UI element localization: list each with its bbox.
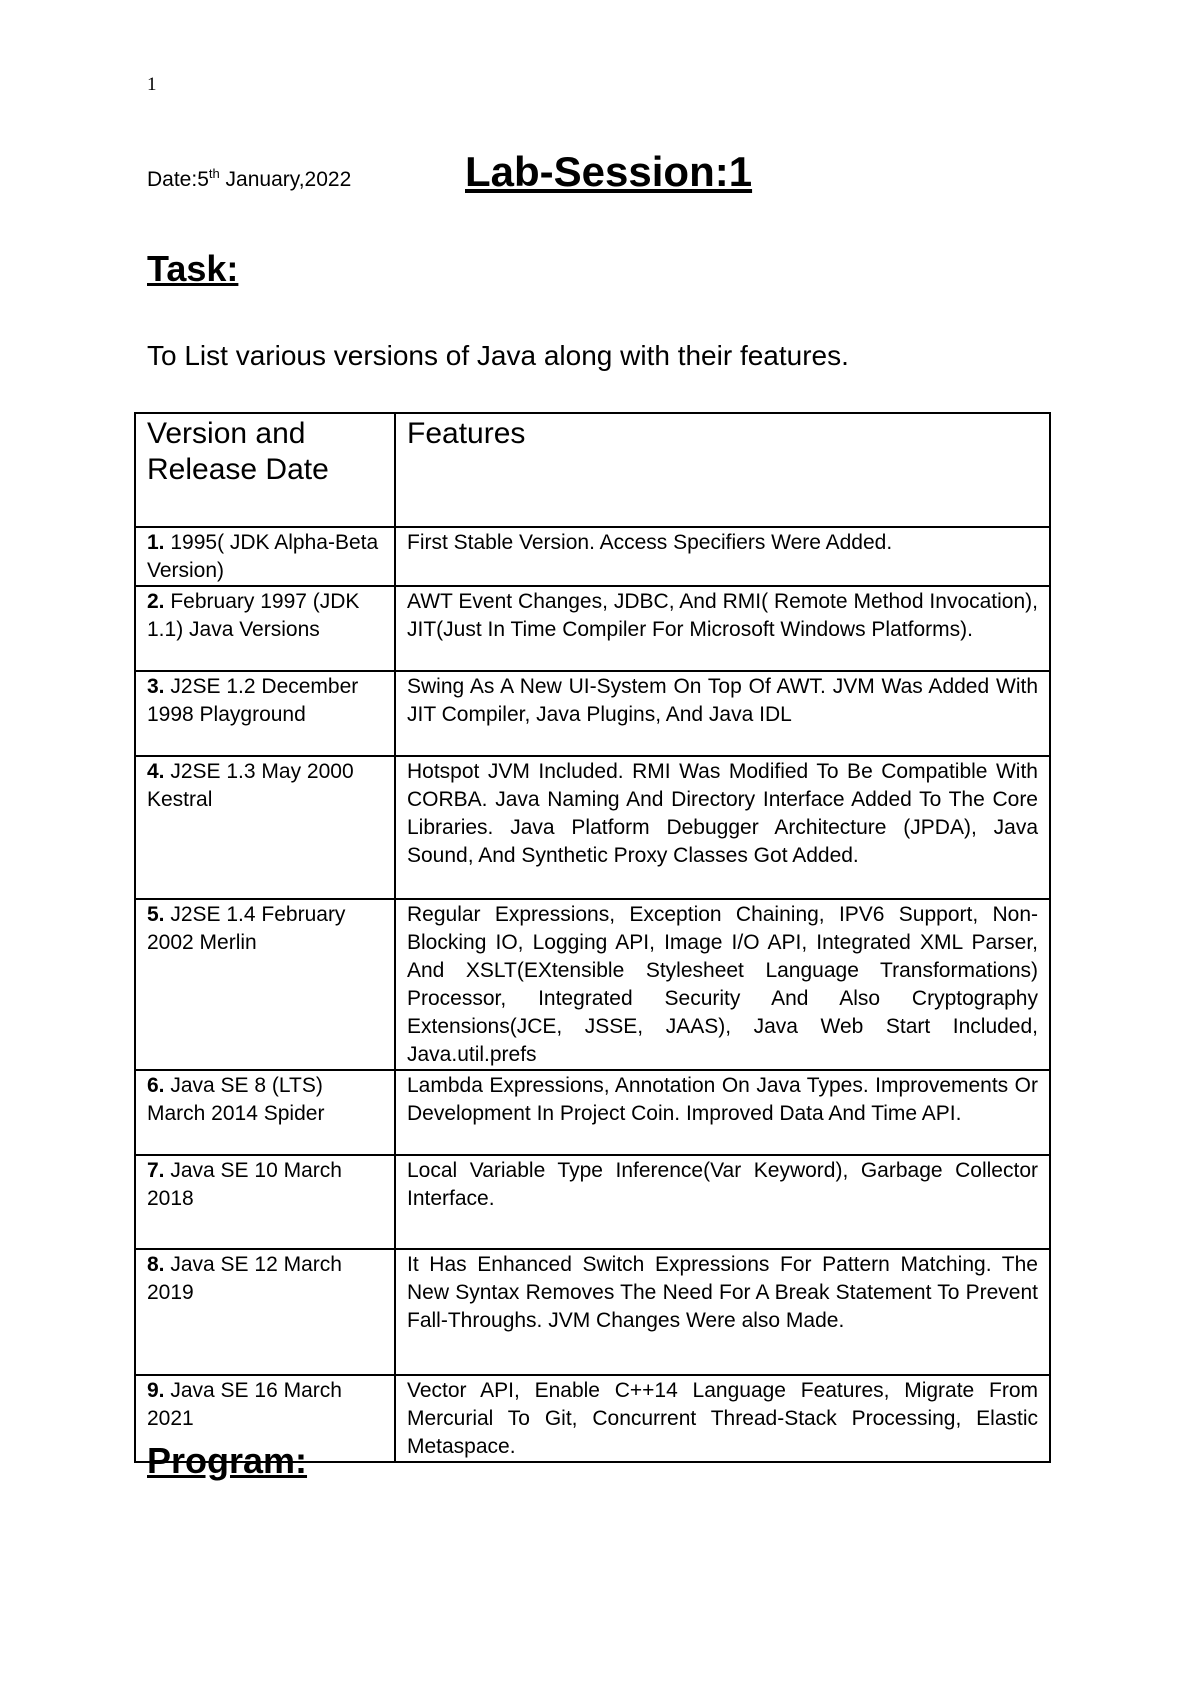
table-row [135,1070,1050,1155]
row-number: 7. [147,1159,165,1182]
version-cell [135,756,395,899]
version-text: Java SE 8 (LTS) March 2014 Spider [147,1074,325,1125]
version-text: February 1997 (JDK 1.1) Java Versions [147,590,360,641]
table-row [135,899,1050,1070]
program-heading: Program: [147,1440,308,1481]
table-row [135,527,1050,586]
version-text: J2SE 1.2 December 1998 Playground [147,675,359,726]
table-header-row [135,413,1050,527]
table-row [135,1155,1050,1249]
version-cell [135,1070,395,1155]
version-text: Java SE 10 March 2018 [147,1159,342,1210]
date-suffix: January,2022 [219,168,352,191]
version-text: Java SE 16 March 2021 [147,1379,342,1430]
java-versions-table [134,412,1051,1463]
header-features: Features [395,413,1050,527]
version-cell [135,1155,395,1249]
version-text: J2SE 1.3 May 2000 Kestral [147,760,354,811]
features-cell: First Stable Version. Access Specifiers Were Added. [395,527,1050,586]
row-number: 5. [147,903,165,926]
version-cell [135,586,395,671]
version-text: 1995( JDK Alpha-Beta Version) [147,531,379,582]
features-cell: Lambda Expressions, Annotation On Java Types. Improvements Or Development In Project Coin. Improved Data And Time API. [395,1070,1050,1155]
row-number: 1. [147,531,165,554]
row-number: 3. [147,675,165,698]
version-cell [135,527,395,586]
features-cell: AWT Event Changes, JDBC, And RMI( Remote Method Invocation), JIT(Just In Time Compiler For Microsoft Windows Platforms). [395,586,1050,671]
version-cell [135,671,395,756]
version-cell [135,899,395,1070]
page-number: 1 [147,74,157,95]
version-text: J2SE 1.4 February 2002 Merlin [147,903,346,954]
table-row [135,671,1050,756]
date-line [147,166,351,192]
row-number: 2. [147,590,165,613]
row-number: 4. [147,760,165,783]
row-number: 9. [147,1379,165,1402]
features-cell: It Has Enhanced Switch Expressions For Pattern Matching. The New Syntax Removes The Need For A Break Statement To Prevent Fall-Throughs. JVM Changes Were also Made. [395,1249,1050,1375]
features-cell: Swing As A New UI-System On Top Of AWT. JVM Was Added With JIT Compiler, Java Plugins, And Java IDL [395,671,1050,756]
features-cell: Hotspot JVM Included. RMI Was Modified To Be Compatible With CORBA. Java Naming And Directory Interface Added To The Core Libraries. Java Platform Debugger Architecture (JPDA), Java Sound, And Synthetic Proxy Classes Got Added. [395,756,1050,899]
features-cell: Regular Expressions, Exception Chaining, IPV6 Support, Non-Blocking IO, Logging API, Image I/O API, Integrated XML Parser, And XSLT(EXtensible Stylesheet Language Transformations) Processor, Integrated Security And Also Cryptography Extensions(JCE, JSSE, JAAS), Java Web Start Included, Java.util.prefs [395,899,1050,1070]
date-prefix: Date:5 [147,168,209,191]
row-number: 6. [147,1074,165,1097]
table-row [135,586,1050,671]
task-heading: Task: [147,248,239,289]
features-cell: Local Variable Type Inference(Var Keyword), Garbage Collector Interface. [395,1155,1050,1249]
row-number: 8. [147,1253,165,1276]
lab-session-title: Lab-Session:1 [465,148,753,195]
header-version: Version and Release Date [135,413,395,527]
version-text: Java SE 12 March 2019 [147,1253,342,1304]
table-row [135,1249,1050,1375]
task-description: To List various versions of Java along with their features. [147,340,849,371]
table-row [135,756,1050,899]
version-cell [135,1249,395,1375]
date-superscript: th [208,166,220,181]
features-cell: Vector API, Enable C++14 Language Features, Migrate From Mercurial To Git, Concurrent Thread-Stack Processing, Elastic Metaspace. [395,1375,1050,1462]
